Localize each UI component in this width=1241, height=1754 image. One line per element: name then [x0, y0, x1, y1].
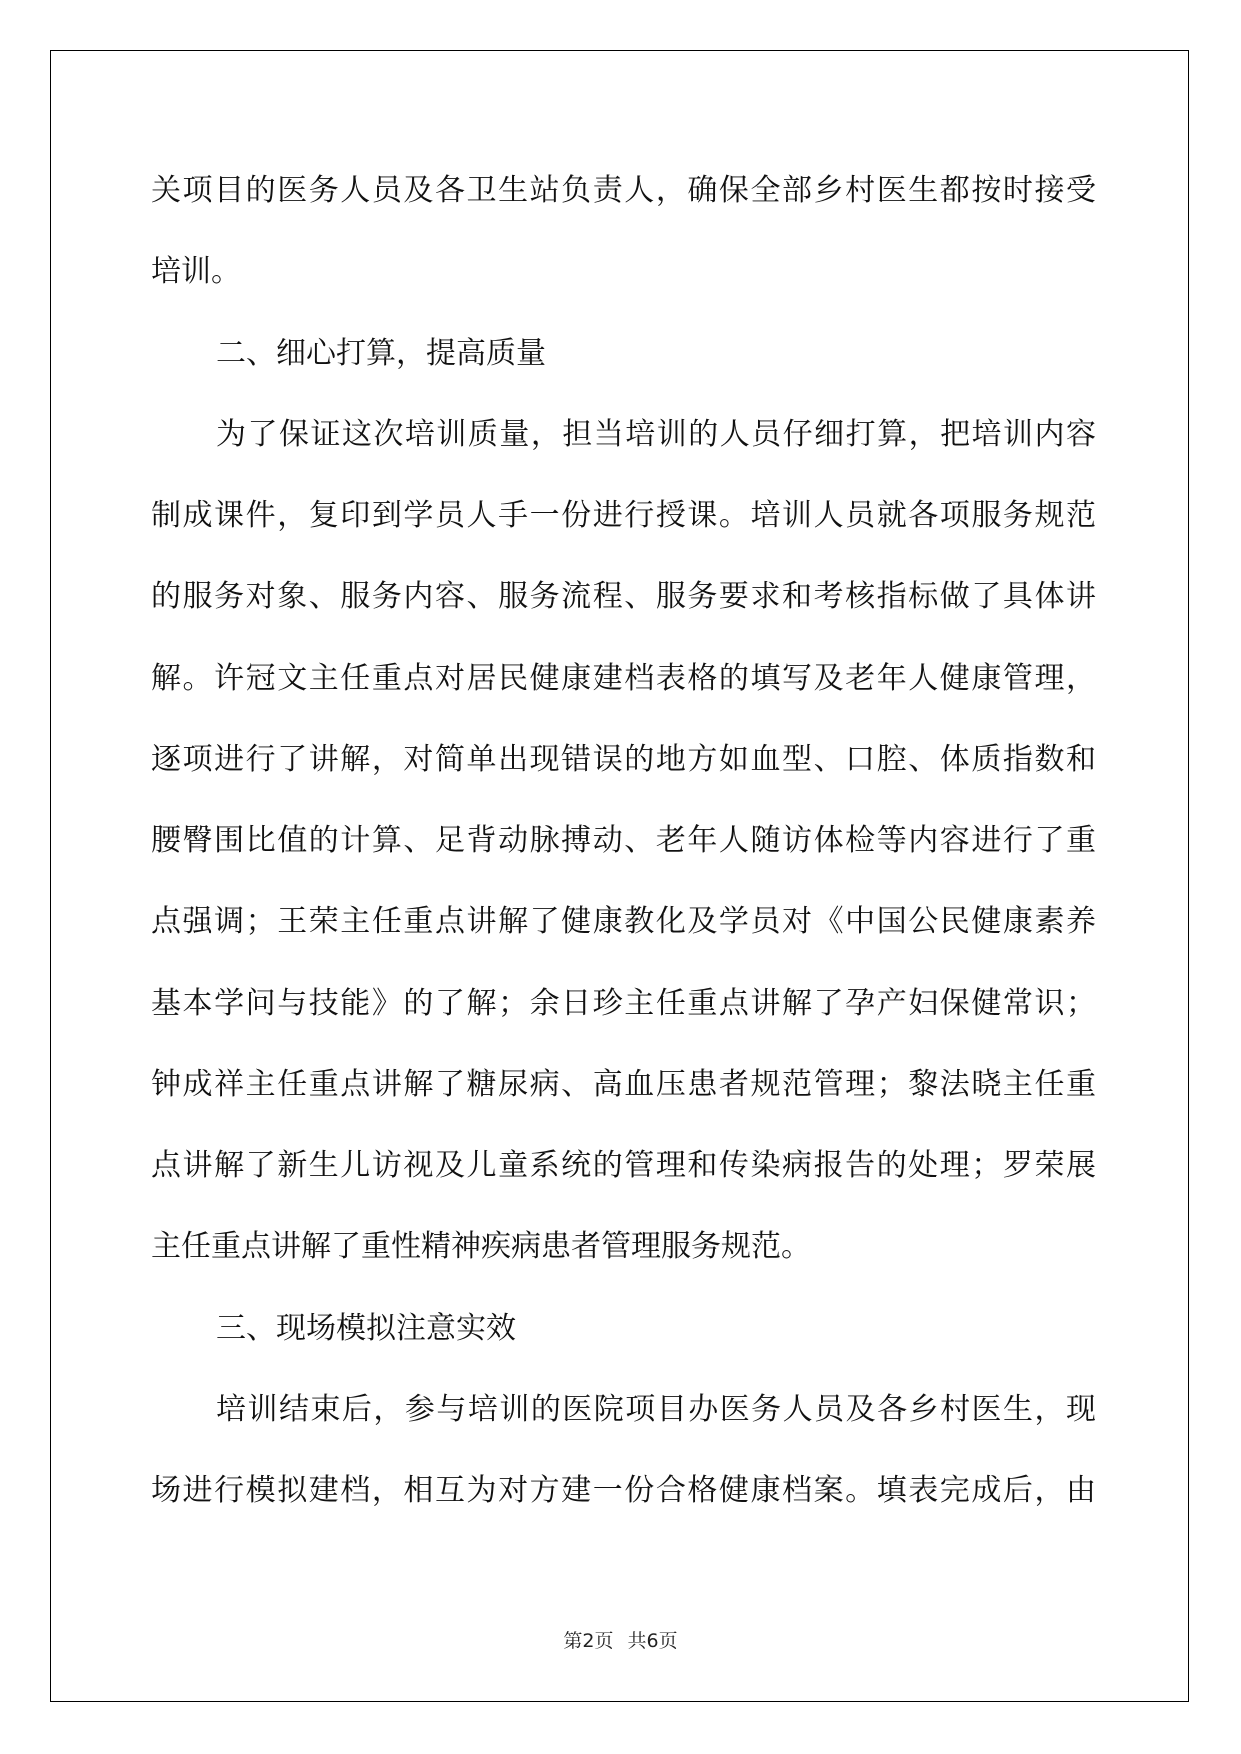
text-line: 关项目的医务人员及各卫生站负责人，确保全部乡村医生都按时接受: [151, 173, 1096, 208]
text-line: 钟成祥主任重点讲解了糖尿病、高血压患者规范管理；黎法晓主任重: [151, 1066, 1096, 1102]
current-page-label: 第2页: [563, 1630, 614, 1652]
text-line: 主任重点讲解了重性精神疾病患者管理服务规范。: [151, 1229, 811, 1265]
section-heading: 三、现场模拟注意实效: [216, 1310, 516, 1346]
text-line: 基本学问与技能》的了解；余日珍主任重点讲解了孕产妇保健常识；: [151, 985, 1096, 1021]
text-line: 场进行模拟建档，相互为对方建一份合格健康档案。填表完成后，由: [151, 1473, 1096, 1508]
page-footer: [0, 1626, 1241, 1653]
text-line: 为了保证这次培训质量，担当培训的人员仔细打算，把培训内容: [216, 416, 1096, 452]
text-line: 的服务对象、服务内容、服务流程、服务要求和考核指标做了具体讲: [151, 579, 1096, 615]
text-line: 制成课件，复印到学员人手一份进行授课。培训人员就各项服务规范: [151, 498, 1096, 533]
text-line: 点强调；王荣主任重点讲解了健康教化及学员对《中国公民健康素养: [151, 904, 1096, 940]
section-heading: 二、细心打算，提高质量: [216, 335, 546, 371]
text-line: 解。许冠文主任重点对居民健康建档表格的填写及老年人健康管理，: [151, 660, 1096, 696]
total-pages-label: 共6页: [627, 1630, 678, 1652]
text-line: 逐项进行了讲解，对简单出现错误的地方如血型、口腔、体质指数和: [151, 741, 1096, 777]
text-line: 点讲解了新生儿访视及儿童系统的管理和传染病报告的处理；罗荣展: [151, 1148, 1096, 1183]
text-line: 腰臀围比值的计算、足背动脉搏动、老年人随访体检等内容进行了重: [151, 823, 1096, 858]
text-line: 培训结束后，参与培训的医院项目办医务人员及各乡村医生，现: [216, 1391, 1096, 1427]
page-border: [50, 50, 1189, 1702]
text-line: 培训。: [151, 254, 241, 290]
